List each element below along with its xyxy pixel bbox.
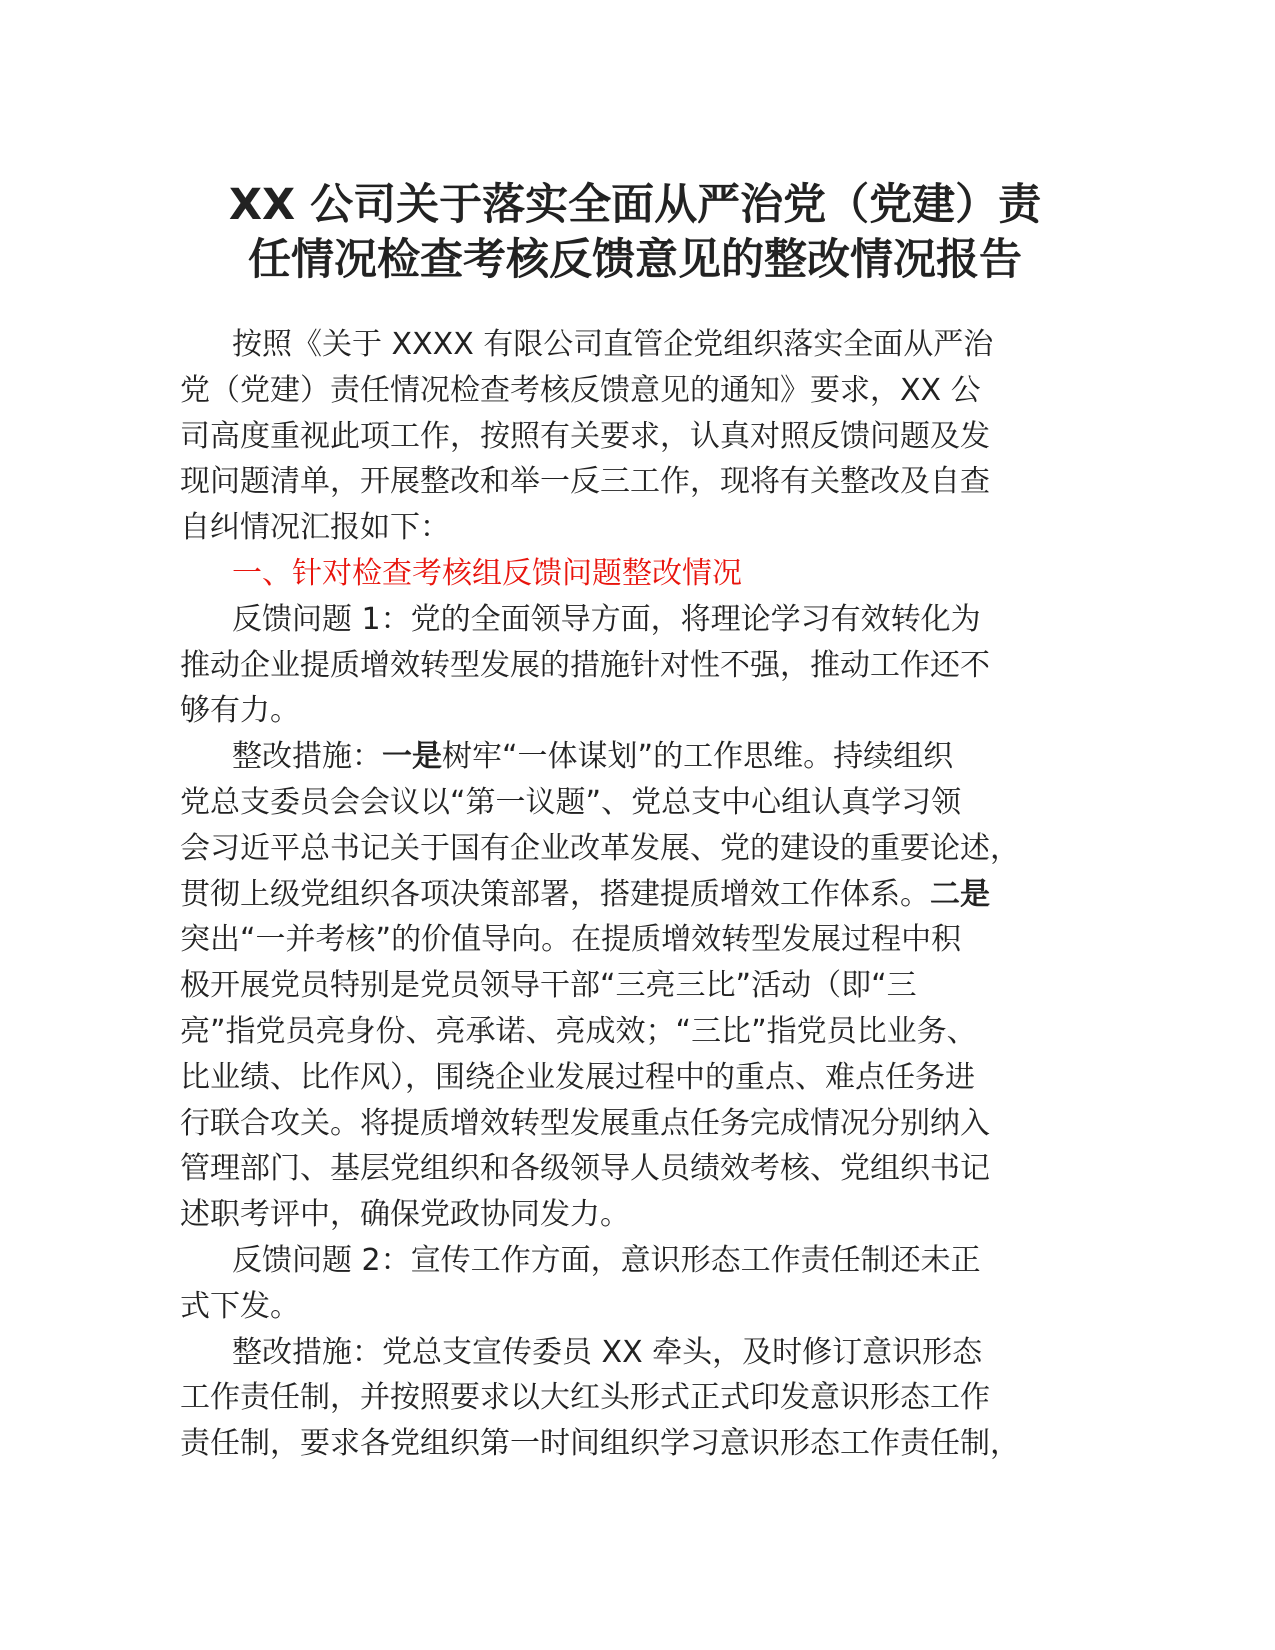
document-body xyxy=(180,322,1095,1467)
bold-marker-second: 二是 xyxy=(930,876,990,912)
issue-2-paragraph xyxy=(180,1238,1095,1330)
document-title xyxy=(180,178,1090,288)
issue-line: 反馈问题 1：党的全面领导方面，将理论学习有效转化为 xyxy=(232,601,981,637)
intro-line: 自纠情况汇报如下： xyxy=(180,510,450,546)
measure-line xyxy=(180,872,1095,918)
title-line-1: XX 公司关于落实全面从严治党（党建）责 xyxy=(228,180,1042,230)
measure-line: 行联合攻关。将提质增效转型发展重点任务完成情况分别纳入 xyxy=(180,1105,990,1141)
measure-line: 责任制，要求各党组织第一时间组织学习意识形态工作责任制， xyxy=(180,1426,1020,1462)
measure-line: 比业绩、比作风），围绕企业发展过程中的重点、难点任务进 xyxy=(180,1059,975,1095)
measure-line: 突出“一并考核”的价值导向。在提质增效转型发展过程中积 xyxy=(180,922,962,958)
measure-text: 树牢“一体谋划”的工作思维。持续组织 xyxy=(442,739,954,775)
section-heading xyxy=(180,551,1095,597)
measure-line: 会习近平总书记关于国有企业改革发展、党的建设的重要论述， xyxy=(180,830,1020,866)
issue-1-paragraph xyxy=(180,597,1095,734)
issue-line: 够有力。 xyxy=(180,693,300,729)
measure-line: 管理部门、基层党组织和各级领导人员绩效考核、党组织书记 xyxy=(180,1151,990,1187)
title-line-2: 任情况检查考核反馈意见的整改情况报告 xyxy=(248,235,1022,285)
intro-line: 按照《关于 XXXX 有限公司直管企党组织落实全面从严治 xyxy=(232,327,994,362)
bold-marker-first: 一是 xyxy=(382,739,442,775)
section-heading-text: 一、针对检查考核组反馈问题整改情况 xyxy=(232,555,742,591)
intro-line: 现问题清单，开展整改和举一反三工作，现将有关整改及自查 xyxy=(180,464,990,500)
issue-line: 反馈问题 2：宣传工作方面，意识形态工作责任制还未正 xyxy=(232,1242,981,1278)
measure-line: 整改措施：党总支宣传委员 XX 牵头，及时修订意识形态 xyxy=(232,1334,983,1370)
intro-paragraph xyxy=(180,322,1095,551)
measure-line: 极开展党员特别是党员领导干部“三亮三比”活动（即“三 xyxy=(180,968,917,1004)
intro-line: 司高度重视此项工作，按照有关要求，认真对照反馈问题及发 xyxy=(180,418,990,454)
measure-text: 贯彻上级党组织各项决策部署，搭建提质增效工作体系。 xyxy=(180,876,930,912)
measure-1-paragraph xyxy=(180,734,1095,1238)
measure-line xyxy=(180,734,1095,780)
measure-line: 党总支委员会会议以“第一议题”、党总支中心组认真学习领 xyxy=(180,784,962,820)
measure-line: 述职考评中，确保党政协同发力。 xyxy=(180,1197,630,1233)
measure-2-paragraph xyxy=(180,1330,1095,1467)
measure-label: 整改措施： xyxy=(232,739,382,775)
measure-line: 工作责任制，并按照要求以大红头形式正式印发意识形态工作 xyxy=(180,1380,990,1416)
issue-line: 式下发。 xyxy=(180,1288,300,1324)
measure-line: 亮”指党员亮身份、亮承诺、亮成效；“三比”指党员比业务、 xyxy=(180,1013,977,1049)
issue-line: 推动企业提质增效转型发展的措施针对性不强，推动工作还不 xyxy=(180,647,990,683)
intro-line: 党（党建）责任情况检查考核反馈意见的通知》要求，XX 公 xyxy=(180,372,981,408)
